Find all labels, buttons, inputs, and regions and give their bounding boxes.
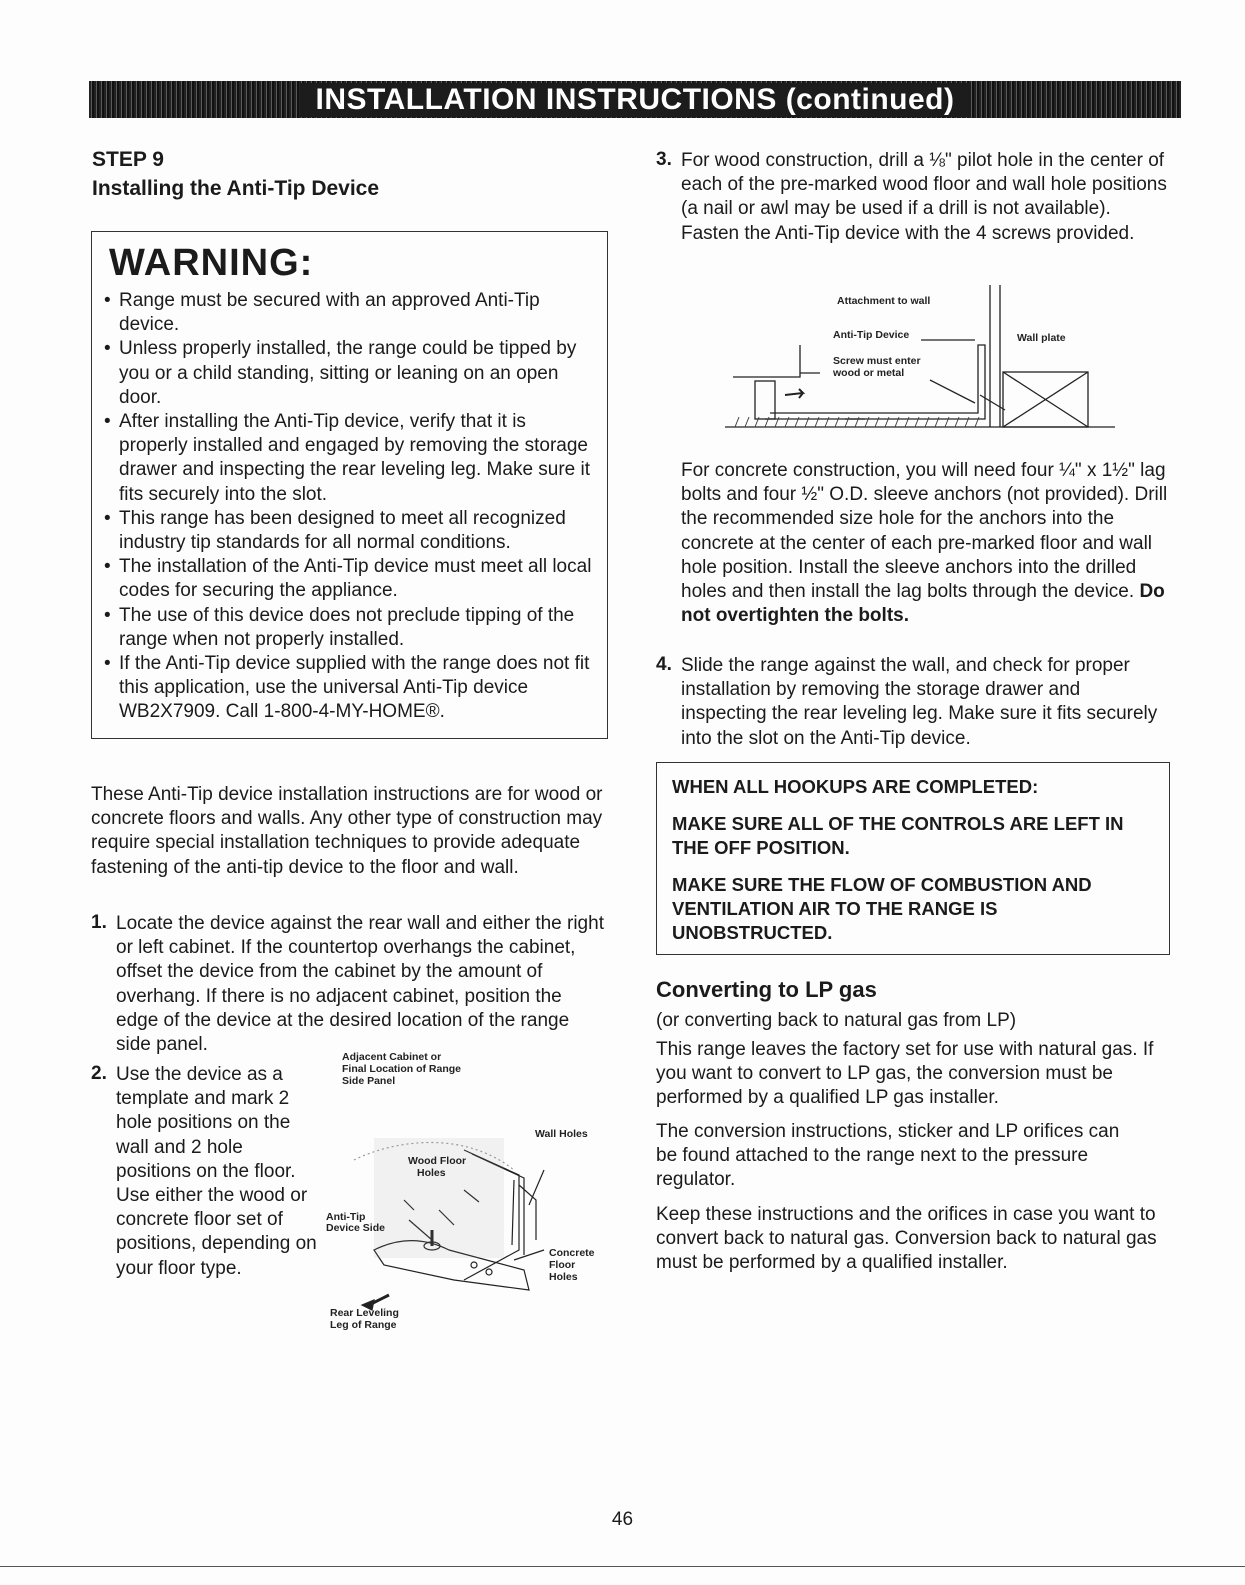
label-anti-tip-device: Anti-Tip Device (833, 329, 910, 341)
label-wood-floor: Wood Floor (408, 1155, 467, 1167)
step-4 (656, 654, 1171, 751)
label-screw-must-enter: Screw must enter (833, 355, 921, 367)
warning-item: • If the Anti-Tip device supplied with the range does not fit this application, use the universal Anti-Tip device WB2X7909. Call 1-800-4-MY-HOME®. (104, 652, 592, 725)
warning-list (104, 289, 592, 725)
lp-paragraph-3: Keep these instructions and the orifices in case you want to convert back to natural gas. Conversion back to natural gas must be performed by a qualified installer. (656, 1204, 1157, 1274)
section-header-banner (89, 81, 1181, 118)
concrete-text: For concrete construction, you will need four ¼" x 1½" lag bolts and four ½" O.D. sleeve anchors (not provided). Drill the recommended size hole for the anchors into the concrete at the center of each pre-marked floor and wall hole position. Install the sleeve anchors into the drilled holes and then install the lag bolts through the device. (681, 460, 1168, 603)
lp-paragraph-1: This range leaves the factory set for use with natural gas. If you want to convert to LP gas, the conversion must be performed by a qualified LP gas installer. (656, 1039, 1154, 1109)
intro-paragraph: These Anti-Tip device installation instructions are for wood or concrete floors and walls. Any other type of construction may require special installation techniques to provide adequate fastening of the anti-tip device to the floor and wall. (91, 784, 603, 878)
label-leg-of-range: Leg of Range (330, 1319, 397, 1331)
hookups-line-1: WHEN ALL HOOKUPS ARE COMPLETED: (672, 776, 1039, 797)
bottom-rule (0, 1566, 1245, 1567)
warning-item: • Unless properly installed, the range could be tipped by you or a child standing, sitting or leaning on an open door. (104, 337, 592, 410)
step-1-text: Locate the device against the rear wall and either the right or left cabinet. If the countertop overhangs the cabinet, offset the device from the cabinet by the amount of overhang. If there is no adjacent cabinet, position the edge of the device at the desired location of the range side panel. (116, 913, 604, 1056)
label-side-panel: Side Panel (342, 1075, 396, 1087)
hookups-notice-box (656, 762, 1170, 955)
warning-box (91, 231, 608, 739)
hookups-line-3: MAKE SURE THE FLOW OF COMBUSTION AND VENTILATION AIR TO THE RANGE IS UNOBSTRUCTED. (672, 874, 1092, 943)
label-wood-floor-holes: Holes (417, 1167, 446, 1179)
step-4-number: 4. (656, 654, 672, 675)
label-wood-or-metal: wood or metal (833, 367, 905, 379)
figure-wall-attachment (725, 285, 1125, 435)
step-3-number: 3. (656, 149, 672, 170)
label-adjacent-cabinet: Adjacent Cabinet or (342, 1051, 442, 1063)
step-2-text: Use the device as a template and mark 2 hole positions on the wall and 2 hole positions on the floor. Use either the wood or concrete floor set of positions, depending on your floor type. (116, 1064, 317, 1279)
label-attachment-to-wall: Attachment to wall (837, 295, 931, 307)
warning-item: • After installing the Anti-Tip device, verify that it is properly installed and engaged by removing the storage drawer and inspecting the rear leveling leg. Make sure it fits securely into the slot. (104, 410, 592, 507)
figure-device-placement (314, 1050, 614, 1340)
device-placement-illustration (314, 1050, 614, 1340)
warning-item: • Range must be secured with an approved Anti-Tip device. (104, 289, 592, 337)
page-number: 46 (611, 1509, 634, 1530)
warning-title: WARNING: (109, 242, 314, 284)
lp-subtitle: (or converting back to natural gas from LP) (656, 1010, 1017, 1031)
concrete-warning: Do not overtighten the bolts. (681, 581, 1165, 627)
label-anti-tip: Anti-Tip (326, 1211, 366, 1223)
step-1-number: 1. (91, 912, 107, 933)
label-wall-holes: Wall Holes (535, 1128, 588, 1140)
label-concrete-holes: Holes (549, 1271, 578, 1283)
step-title: Installing the Anti-Tip Device (92, 177, 380, 200)
step-2-number: 2. (91, 1063, 107, 1084)
wall-attachment-illustration (725, 285, 1125, 435)
hookups-line-2: MAKE SURE ALL OF THE CONTROLS ARE LEFT IN THE OFF POSITION. (672, 813, 1124, 858)
warning-item: • This range has been designed to meet all recognized industry tip standards for all normal conditions. (104, 507, 592, 555)
warning-item: • The use of this device does not preclude tipping of the range when not properly installed. (104, 604, 592, 652)
label-final-location: Final Location of Range (342, 1063, 462, 1075)
warning-item: • The installation of the Anti-Tip device must meet all local codes for securing the appliance. (104, 555, 592, 603)
section-header-title: INSTALLATION INSTRUCTIONS (continued) (300, 83, 971, 117)
label-concrete: Concrete (549, 1247, 595, 1259)
step-3 (656, 149, 1171, 246)
step-number: STEP 9 (92, 148, 164, 171)
step-1 (91, 912, 606, 1057)
concrete-paragraph (681, 459, 1176, 628)
label-rear-leveling: Rear Leveling (330, 1307, 399, 1319)
label-wall-plate: Wall plate (1017, 332, 1066, 344)
label-device-side: Device Side (326, 1222, 385, 1234)
step-4-text: Slide the range against the wall, and check for proper installation by removing the storage drawer and inspecting the rear leveling leg. Make sure it fits securely into the slot on the Anti-Tip device. (681, 655, 1158, 749)
label-concrete-floor: Floor (549, 1259, 576, 1271)
lp-paragraph-2: The conversion instructions, sticker and LP orifices can be found attached to the range next to the pressure regulator. (656, 1121, 1120, 1191)
step-3-text: For wood construction, drill a ⅛" pilot hole in the center of each of the pre-marked wood floor and wall hole positions (a nail or awl may be used if a drill is not available). Fasten the Anti-Tip device with the 4 screws provided. (681, 150, 1167, 244)
step-2 (91, 1063, 321, 1281)
lp-section-title: Converting to LP gas (656, 977, 877, 1002)
